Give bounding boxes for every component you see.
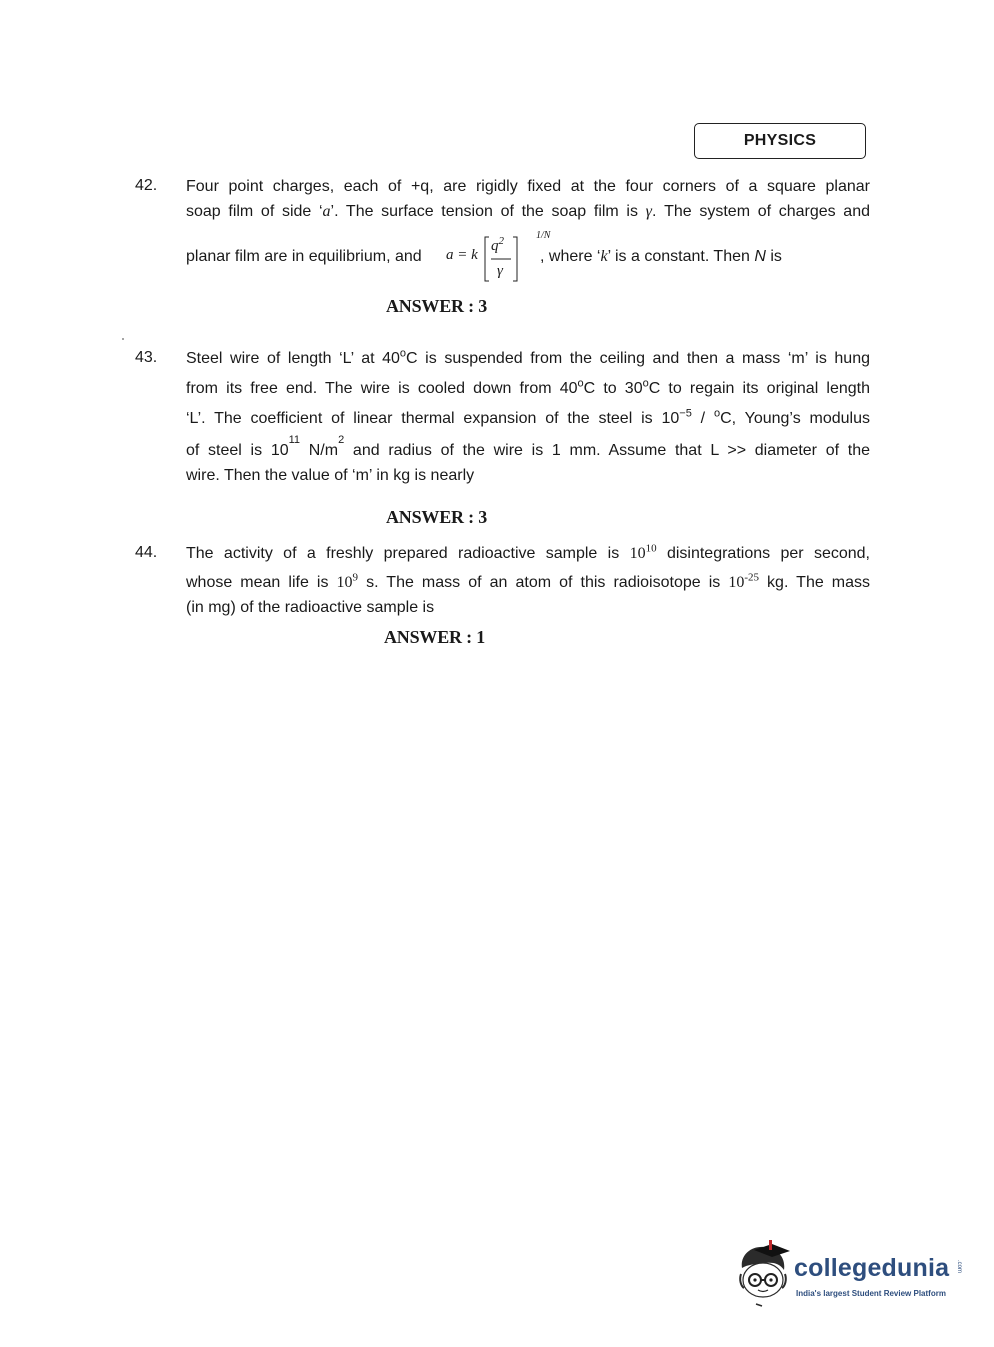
question-43-line-1: Steel wire of length ‘L’ at 40$^o$C is suspended from the ceiling and then a mass ‘m’ is hung (186, 347, 871, 367)
question-44-number: 44. (135, 544, 158, 561)
question-44-line-2: whose mean life is $10^9$ s. The mass of an atom of this radioisotope is $10^{-25}$ kg. The mass (186, 571, 871, 591)
question-42-number: 42. (135, 177, 158, 194)
brand-name: collegedunia (794, 1254, 950, 1282)
question-43-number: 43. (135, 349, 158, 366)
equation-exponent: 1/N (536, 230, 551, 241)
equation-lhs: a = k (446, 247, 478, 263)
question-44-answer: ANSWER : 1 (384, 627, 486, 647)
subject-label: PHYSICS (743, 132, 817, 149)
question-43-answer: ANSWER : 3 (386, 507, 488, 527)
collegedunia-logo (736, 1240, 966, 1310)
question-42-line-1: Four point charges, each of +q, are rigidly fixed at the four corners of a square planar (186, 178, 870, 195)
question-43-line-3: ‘L’. The coefficient of linear thermal expansion of the steel is $10^{-5} / ^oC$, Young’s modulus (186, 407, 871, 427)
mascot-icon (736, 1240, 796, 1310)
question-42-line-2: soap film of side ‘a’. The surface tension of the soap film is γ. The system of charges and (186, 203, 871, 220)
question-44-line-3: (in mg) of the radioactive sample is (186, 599, 435, 616)
question-42-line-3a: planar film are in equilibrium, and (186, 248, 422, 265)
stray-dot (122, 338, 124, 340)
question-43-line-5: wire. Then the value of ‘m’ in kg is nearly (186, 467, 475, 484)
equation-numerator: $q^2$ (491, 235, 504, 254)
brand-tagline: India's largest Student Review Platform (796, 1289, 946, 1298)
brand-domain-suffix: .com (956, 1260, 962, 1274)
question-44-line-1: The activity of a freshly prepared radioactive sample is $10^{10}$ disintegrations per second, (186, 542, 870, 562)
subject-header-box (694, 123, 866, 159)
equation-a-equals-k (446, 230, 551, 284)
equation-denominator: γ (497, 263, 503, 279)
question-43-line-4: of steel is $10^{11}$ $N/m^2$ and radius of the wire is 1 mm. Assume that L >> diameter of the (186, 433, 871, 459)
question-42-answer: ANSWER : 3 (386, 296, 488, 316)
question-43-line-2: from its free end. The wire is cooled down from 40$^o$C to 30$^o$C to regain its original length (186, 377, 870, 397)
question-42-line-3b: , where ‘k’ is a constant. Then N is (540, 248, 782, 265)
